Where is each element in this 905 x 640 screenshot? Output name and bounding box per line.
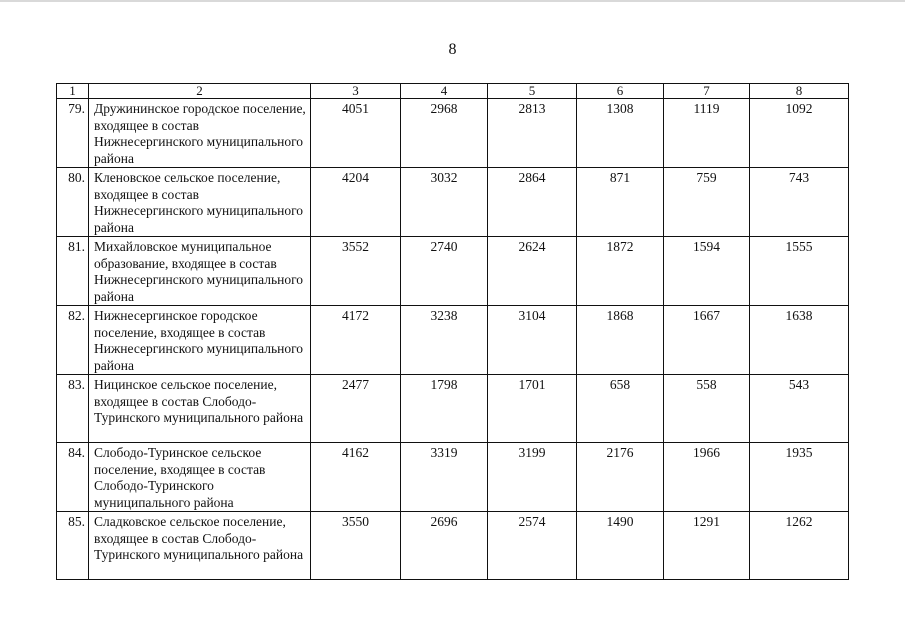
table-row — [57, 512, 849, 580]
scan-edge-line — [0, 0, 905, 2]
municipality-name: Нижнесергинское городское поселение, входящее в состав Нижнесергинского муниципального района — [89, 306, 311, 375]
table-cell: 4172 — [311, 306, 401, 375]
column-header: 8 — [750, 84, 849, 99]
table-cell: 2176 — [577, 443, 664, 512]
table-cell: 1291 — [664, 512, 750, 580]
table-cell: 543 — [750, 375, 849, 443]
table-row — [57, 99, 849, 168]
table-cell: 4162 — [311, 443, 401, 512]
column-header: 5 — [488, 84, 577, 99]
table-cell: 1262 — [750, 512, 849, 580]
table-cell: 1092 — [750, 99, 849, 168]
column-header: 2 — [89, 84, 311, 99]
row-number: 85. — [57, 512, 89, 580]
table-cell: 3238 — [401, 306, 488, 375]
table-cell: 1119 — [664, 99, 750, 168]
municipality-name: Дружининское городское поселение, входящее в состав Нижнесергинского муниципального района — [89, 99, 311, 168]
table-cell: 1638 — [750, 306, 849, 375]
table-row — [57, 375, 849, 443]
page-number: 8 — [448, 41, 457, 58]
table-cell: 1966 — [664, 443, 750, 512]
table-cell: 1701 — [488, 375, 577, 443]
column-header: 7 — [664, 84, 750, 99]
municipality-name: Ницинское сельское поселение, входящее в состав Слободо-Туринского муниципального района — [89, 375, 311, 443]
table-cell: 3550 — [311, 512, 401, 580]
table-cell: 2624 — [488, 237, 577, 306]
municipality-name: Кленовское сельское поселение, входящее в состав Нижнесергинского муниципального района — [89, 168, 311, 237]
table-row — [57, 237, 849, 306]
table-cell: 2696 — [401, 512, 488, 580]
table-cell: 658 — [577, 375, 664, 443]
municipality-name: Михайловское муниципальное образование, входящее в состав Нижнесергинского муниципального района — [89, 237, 311, 306]
table-cell: 871 — [577, 168, 664, 237]
table-cell: 3552 — [311, 237, 401, 306]
row-number: 82. — [57, 306, 89, 375]
table-cell: 3199 — [488, 443, 577, 512]
table-cell: 1594 — [664, 237, 750, 306]
row-number: 83. — [57, 375, 89, 443]
header-row — [57, 84, 849, 99]
table-cell: 1935 — [750, 443, 849, 512]
table-cell: 2864 — [488, 168, 577, 237]
table-cell: 2968 — [401, 99, 488, 168]
table-cell: 1798 — [401, 375, 488, 443]
row-number: 80. — [57, 168, 89, 237]
table-cell: 4051 — [311, 99, 401, 168]
table-cell: 2740 — [401, 237, 488, 306]
column-header: 6 — [577, 84, 664, 99]
municipality-name: Слободо-Туринское сельское поселение, входящее в состав Слободо-Туринского муниципального района — [89, 443, 311, 512]
table-row — [57, 306, 849, 375]
table-cell: 2574 — [488, 512, 577, 580]
table-cell: 3319 — [401, 443, 488, 512]
table-row — [57, 443, 849, 512]
row-number: 81. — [57, 237, 89, 306]
table-cell: 759 — [664, 168, 750, 237]
row-number: 79. — [57, 99, 89, 168]
column-header: 4 — [401, 84, 488, 99]
table-cell: 1667 — [664, 306, 750, 375]
table-cell: 1308 — [577, 99, 664, 168]
column-header: 1 — [57, 84, 89, 99]
table-cell: 558 — [664, 375, 750, 443]
table-cell: 1555 — [750, 237, 849, 306]
table-cell: 743 — [750, 168, 849, 237]
table-row — [57, 168, 849, 237]
table-cell: 1490 — [577, 512, 664, 580]
table-cell: 1872 — [577, 237, 664, 306]
row-number: 84. — [57, 443, 89, 512]
table-cell: 2477 — [311, 375, 401, 443]
table-cell: 4204 — [311, 168, 401, 237]
data-table — [56, 83, 849, 580]
table-cell: 3032 — [401, 168, 488, 237]
table-cell: 2813 — [488, 99, 577, 168]
column-header: 3 — [311, 84, 401, 99]
table-cell: 3104 — [488, 306, 577, 375]
municipality-name: Сладковское сельское поселение, входящее в состав Слободо-Туринского муниципального района — [89, 512, 311, 580]
table-cell: 1868 — [577, 306, 664, 375]
